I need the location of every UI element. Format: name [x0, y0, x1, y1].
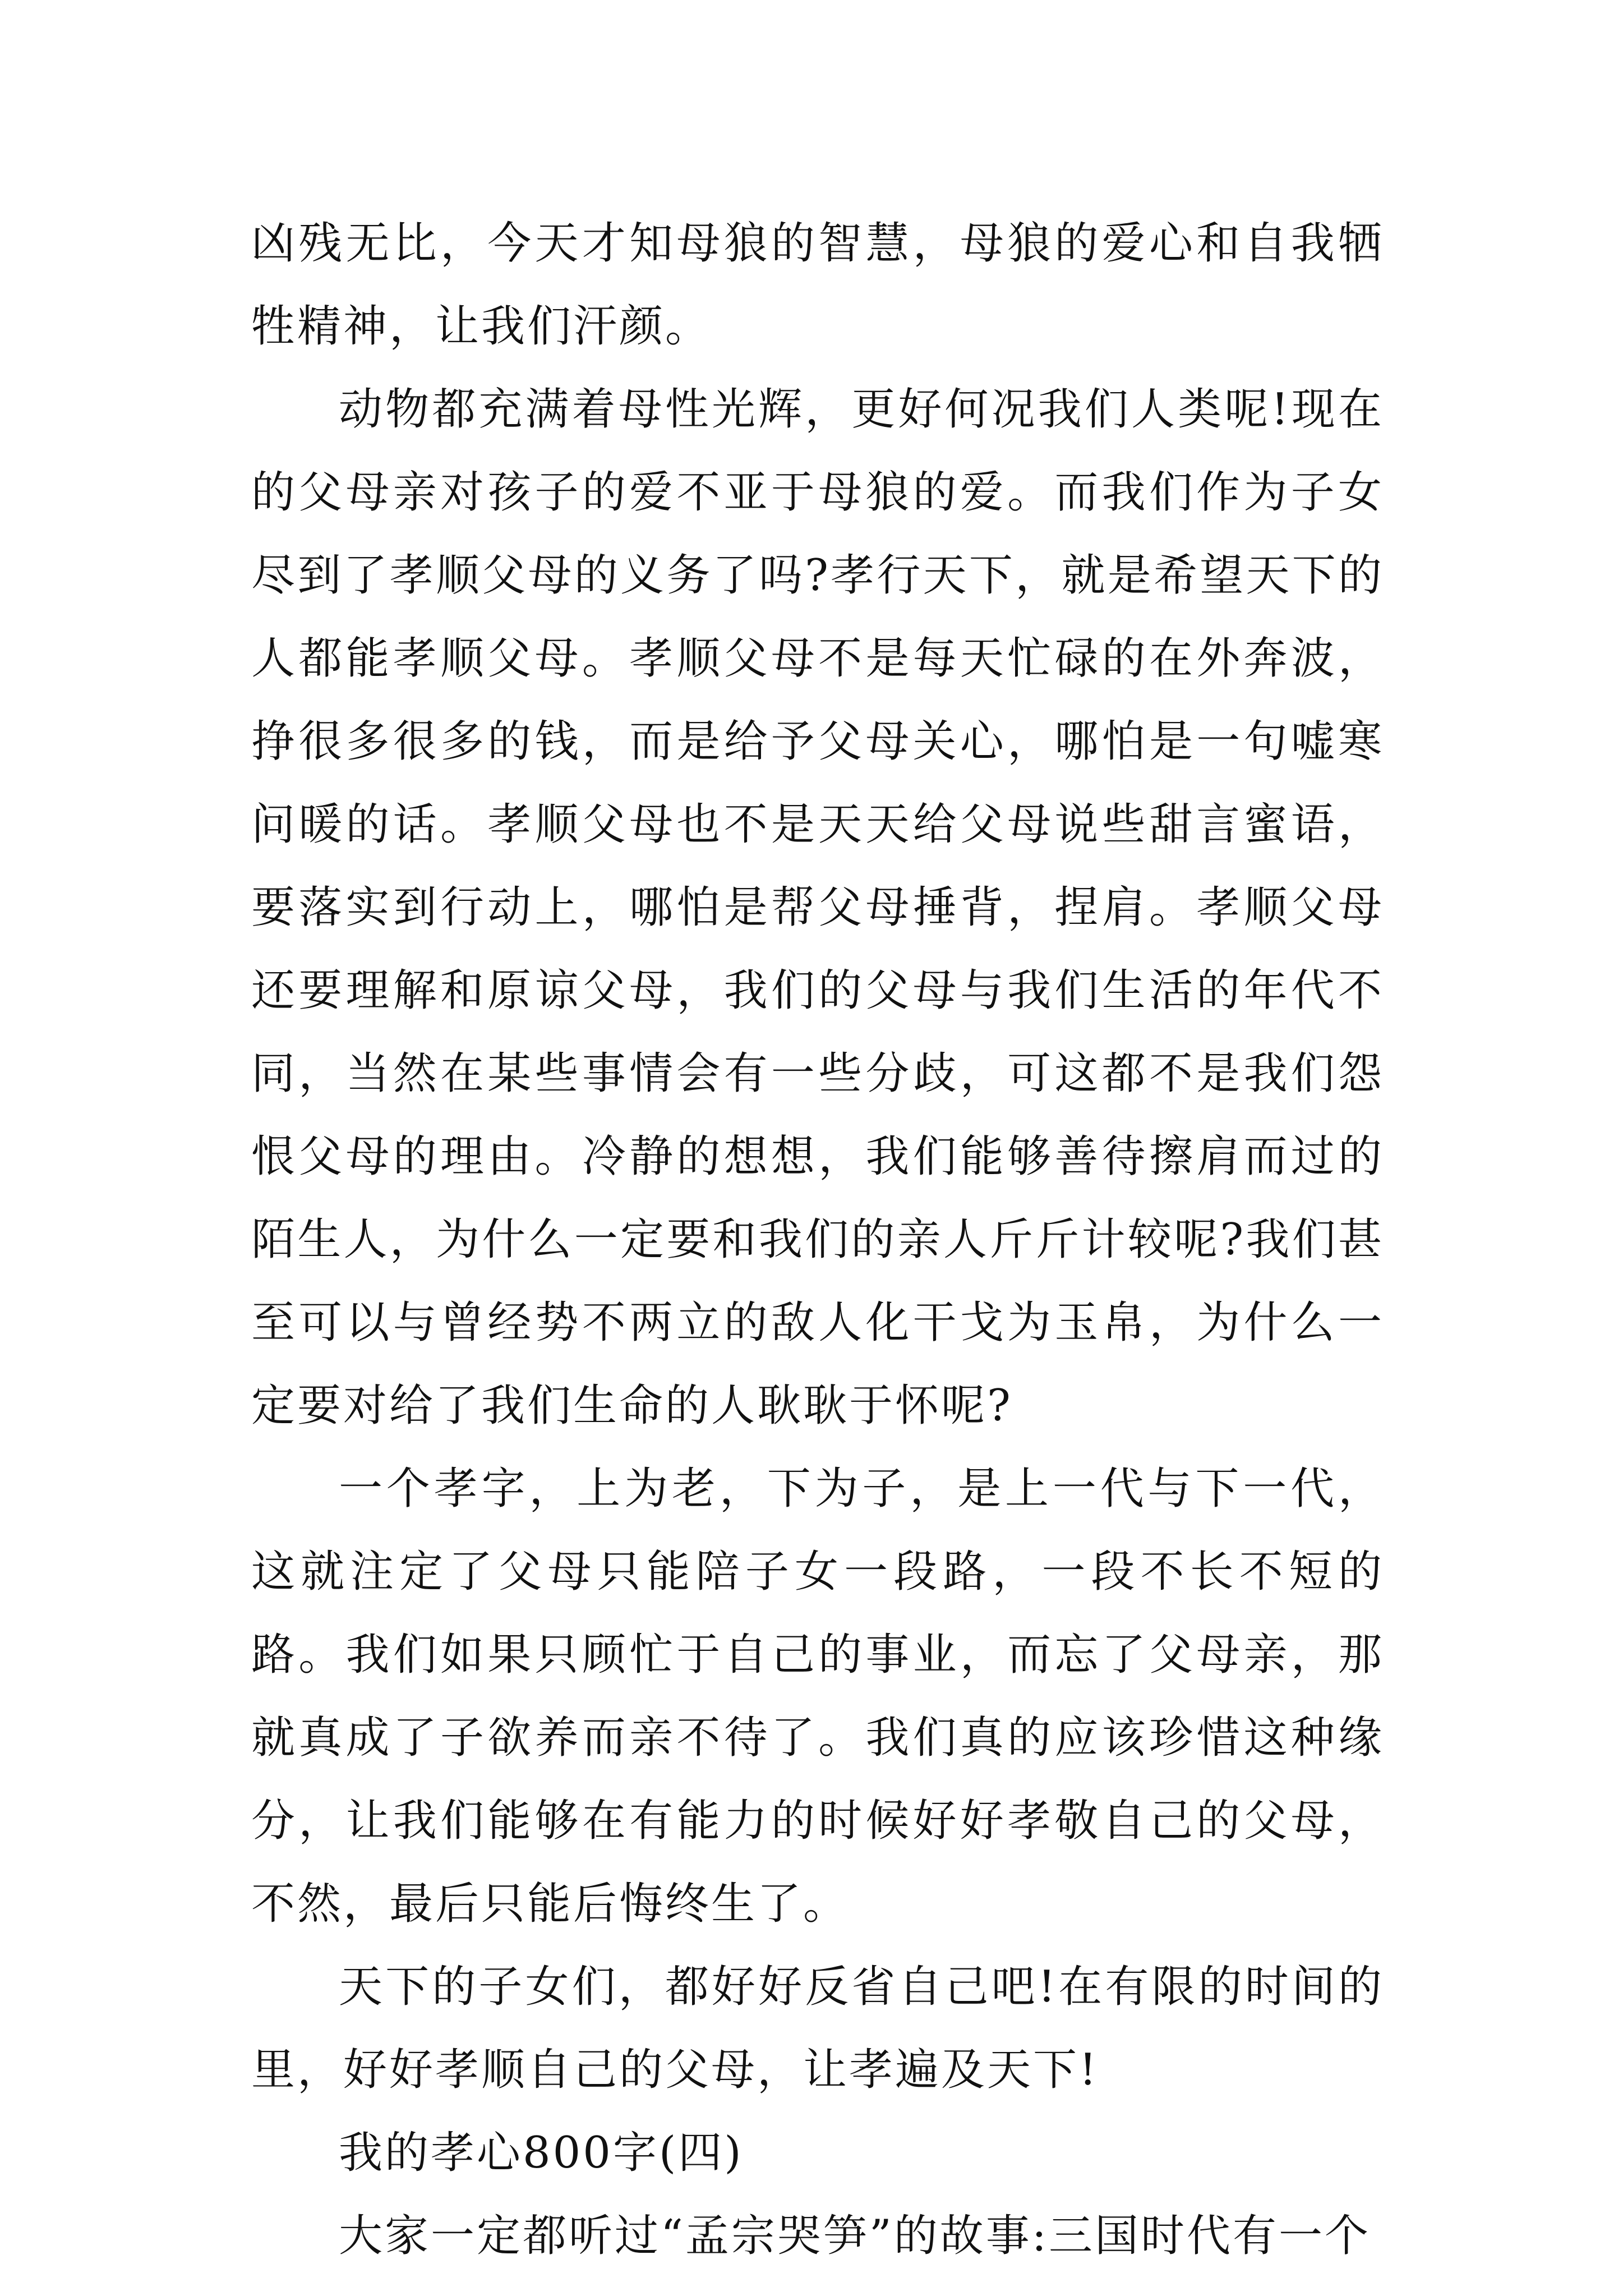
- section-heading: 我的孝心800字(四): [339, 2128, 744, 2178]
- paragraph-reflection: 天下的子女们，都好好反省自己吧!在有限的时间的里，好好孝顺自己的父母，让孝遍及天下!: [251, 1962, 1384, 2095]
- paragraph-continuation: 凶残无比，今天才知母狼的智慧，母狼的爱心和自我牺牲精神，让我们汗颜。: [251, 218, 1384, 352]
- paragraph-story-intro: 大家一定都听过“孟宗哭笋”的故事:三国时代有一个: [339, 2211, 1371, 2261]
- paragraph-filial-duty: 动物都充满着母性光辉，更好何况我们人类呢!现在的父母亲对孩子的爱不亚于母狼的爱。而我们作为子女尽到了孝顺父母的义务了吗?孝行天下，就是希望天下的人都能孝顺父母。孝顺父母不是每天忙碌的在外奔波，挣很多很多的钱，而是给予父母关心，哪怕是一句嘘寒问暖的话。孝顺父母也不是天天给父母说些甜言蜜语，要落实到行动上，哪怕是帮父母捶背，捏肩。孝顺父母还要理解和原谅父母，我们的父母与我们生活的年代不同，当然在某些事情会有一些分歧，可这都不是我们怨恨父母的理由。冷静的想想，我们能够善待擦肩而过的陌生人，为什么一定要和我们的亲人斤斤计较呢?我们甚至可以与曾经势不两立的敌人化干戈为玉帛，为什么一定要对给了我们生命的人耿耿于怀呢?: [251, 384, 1384, 1431]
- document-body: [251, 202, 1384, 2277]
- paragraph-xiao-character: 一个孝字，上为老，下为子，是上一代与下一代，这就注定了父母只能陪子女一段路，一段不长不短的路。我们如果只顾忙于自己的事业，而忘了父母亲，那就真成了子欲养而亲不待了。我们真的应该珍惜这种缘分，让我们能够在有能力的时候好好孝敬自己的父母，不然，最后只能后悔终生了。: [251, 1464, 1384, 1929]
